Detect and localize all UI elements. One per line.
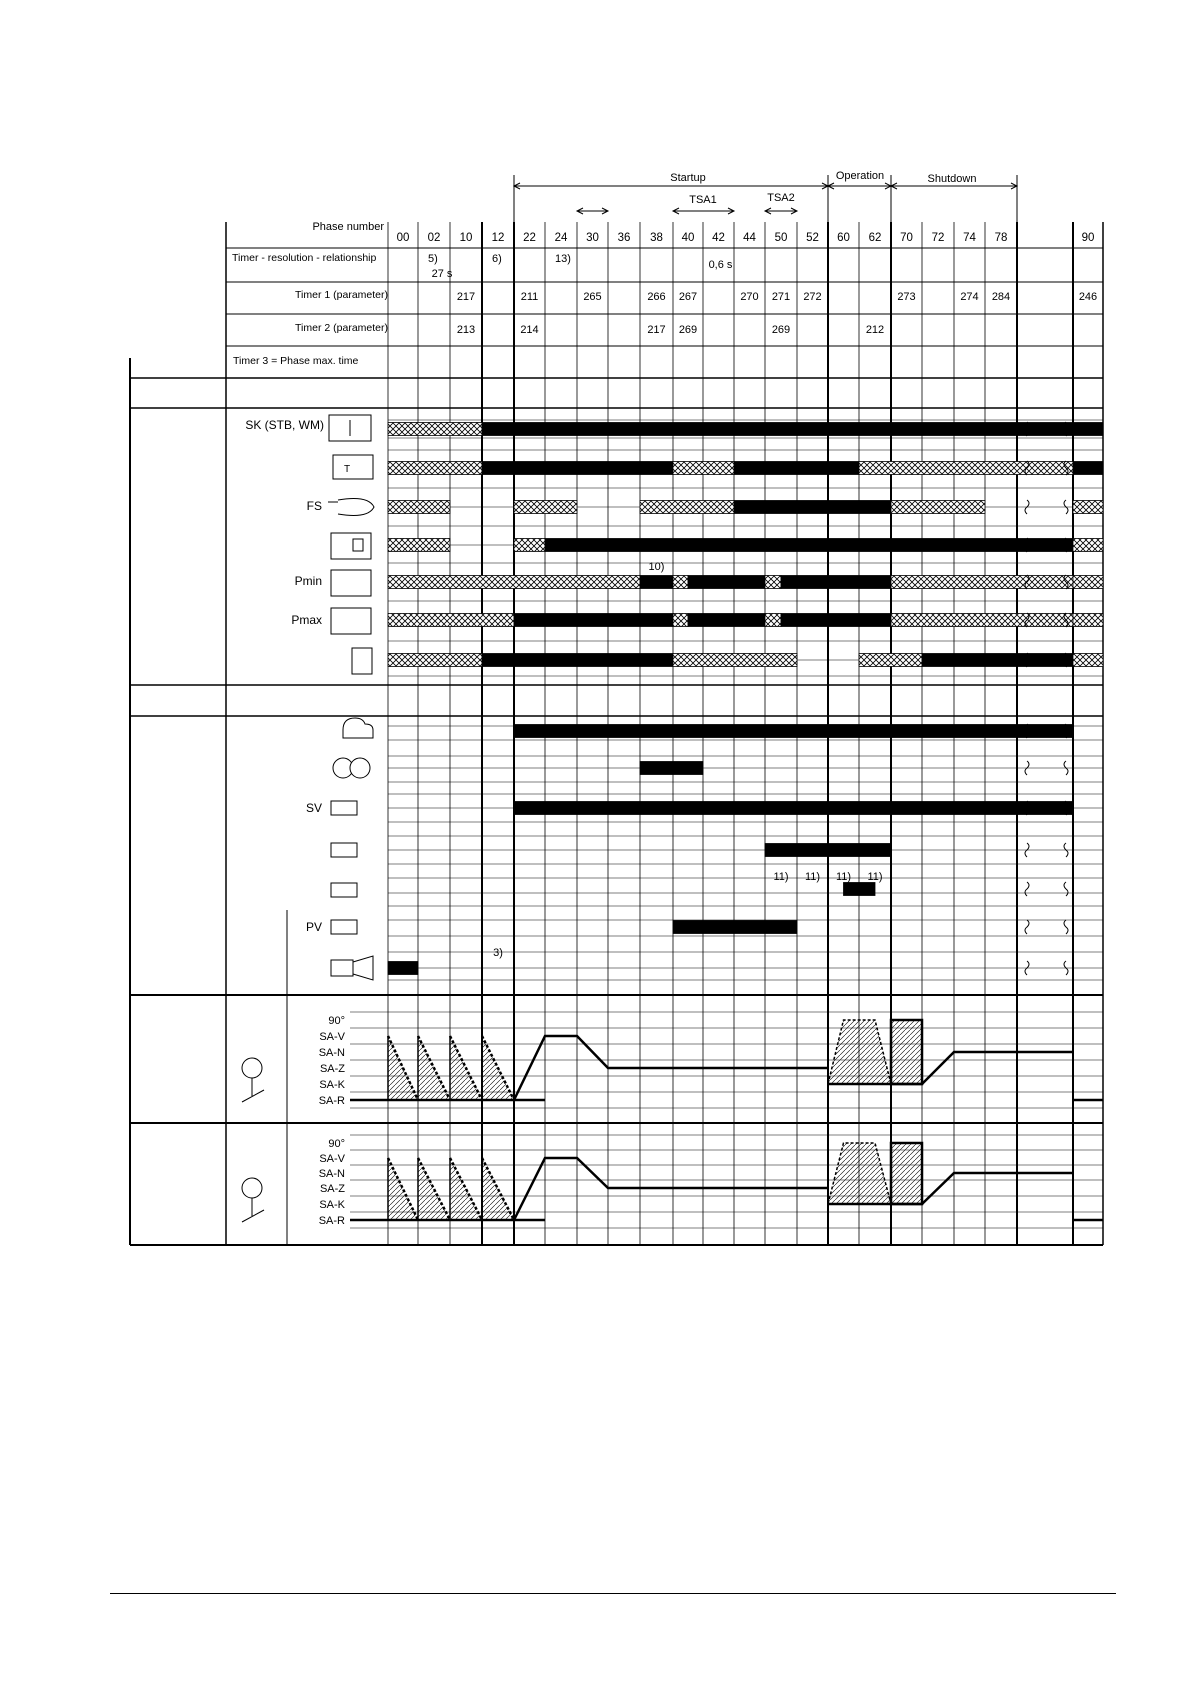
timer1-value: 267 — [678, 291, 698, 303]
signal-bar-permitted — [388, 462, 482, 475]
signal-bar-active — [688, 576, 765, 589]
signal-bar-permitted — [1073, 501, 1103, 514]
signal-bar-permitted — [388, 423, 482, 436]
signal-bar-permitted — [388, 654, 482, 667]
actuator-curve — [514, 1158, 828, 1220]
signal-bar-permitted — [640, 501, 734, 514]
timer1-value: 284 — [991, 291, 1011, 303]
section-startup: Startup — [670, 172, 706, 184]
timer2-value: 217 — [647, 324, 666, 336]
phase-number: 24 — [554, 232, 568, 244]
timer2-value: 212 — [865, 324, 885, 336]
air-switch-icon — [331, 533, 371, 559]
phase-number: 70 — [900, 232, 913, 244]
output-label-sv: SV — [305, 801, 322, 815]
header-row-label: Timer 2 (parameter) — [295, 322, 388, 334]
pmax-switch-icon — [331, 608, 371, 634]
phase-number: 30 — [586, 232, 599, 244]
section-tsa1: TSA1 — [689, 194, 717, 206]
signal-bar-permitted — [765, 614, 781, 627]
signal-bar-active — [734, 501, 891, 514]
valve-icon — [331, 843, 357, 857]
timer1-value: 217 — [456, 291, 476, 303]
actuator-icon — [242, 1058, 262, 1078]
footnote-marker: 11) — [835, 871, 852, 883]
signal-bar-permitted — [673, 614, 688, 627]
break-mark — [1025, 920, 1029, 934]
timer-res-value: 0,6 s — [708, 259, 733, 271]
signal-bar-active — [514, 725, 1073, 738]
actuator-operation-area — [828, 1143, 891, 1204]
phase-number: 72 — [931, 232, 945, 244]
limit-switch-icon — [352, 648, 372, 674]
phase-number: 12 — [491, 232, 505, 244]
actuator-level-label: SA-V — [319, 1031, 345, 1043]
break-mark — [1064, 920, 1068, 934]
signal-bar-active — [844, 883, 876, 896]
footnote-marker: 11) — [773, 871, 789, 883]
phase-number: 44 — [743, 232, 756, 244]
signal-bar-active — [640, 576, 673, 589]
signal-bar-permitted — [388, 614, 514, 627]
timer1-value: 274 — [960, 291, 979, 303]
signal-bar-permitted — [859, 462, 1073, 475]
actuator-operation-area — [891, 1143, 922, 1204]
horn-icon — [353, 956, 373, 980]
signal-bar-permitted — [388, 576, 640, 589]
actuator-level-label: 90° — [328, 1015, 345, 1027]
ignition-transformer-icon — [350, 758, 370, 778]
signal-bar-active — [388, 962, 418, 975]
signal-bar-active — [545, 539, 1073, 552]
actuator-level-label: SA-V — [319, 1153, 345, 1165]
phase-number: 10 — [459, 232, 473, 244]
air-switch-icon — [353, 539, 363, 551]
signal-bar-active — [640, 762, 703, 775]
signal-bar-active — [482, 654, 673, 667]
timer1-value: 270 — [740, 291, 759, 303]
actuator-operation-area — [828, 1020, 891, 1084]
header-row-label: Timer 3 = Phase max. time — [233, 355, 359, 367]
flame-sensor-icon — [328, 499, 374, 516]
actuator-level-label: SA-K — [319, 1199, 345, 1211]
fan-icon — [343, 718, 373, 738]
timer1-value: 265 — [583, 291, 602, 303]
signal-bar-permitted — [673, 576, 688, 589]
actuator-level-label: SA-Z — [319, 1183, 345, 1195]
timer-res-note: 13) — [555, 253, 571, 265]
signal-bar-active — [922, 654, 1073, 667]
phase-number: 62 — [868, 232, 882, 244]
signal-bar-permitted — [1073, 539, 1103, 552]
signal-bar-active — [514, 802, 1073, 815]
signal-bar-permitted — [891, 576, 1073, 589]
timer-res-note: 5) — [428, 253, 438, 265]
actuator-level-label: SA-Z — [319, 1063, 345, 1075]
section-tsa2: TSA2 — [767, 192, 795, 204]
footnote-marker: 10) — [648, 561, 665, 573]
pmin-switch-icon — [331, 570, 371, 596]
timer2-value: 269 — [771, 324, 791, 336]
phase-number: 50 — [774, 232, 788, 244]
timer1-value: 246 — [1078, 291, 1098, 303]
footnote-marker: 3) — [493, 947, 503, 959]
timer1-value: 273 — [897, 291, 916, 303]
signal-bar-active — [781, 614, 891, 627]
horn-icon — [331, 960, 353, 976]
actuator-icon — [242, 1178, 262, 1198]
signal-bar-permitted — [891, 501, 985, 514]
phase-number: 36 — [617, 232, 631, 244]
phase-number: 00 — [396, 232, 410, 244]
valve-sv-icon — [331, 801, 357, 815]
section-shutdown: Shutdown — [927, 173, 977, 185]
actuator-curve — [514, 1036, 828, 1100]
phase-number: 42 — [712, 232, 725, 244]
timer2-value: 213 — [456, 324, 476, 336]
timer1-value: 266 — [647, 291, 666, 303]
signal-bar-permitted — [859, 654, 922, 667]
phase-number: 38 — [650, 232, 663, 244]
footnote-marker: 11) — [804, 871, 821, 883]
timer2-value: 214 — [520, 324, 539, 336]
phase-number: 90 — [1081, 232, 1095, 244]
timer1-value: 272 — [803, 291, 822, 303]
signal-bar-active — [734, 462, 859, 475]
actuator-level-label: SA-K — [319, 1079, 345, 1091]
temp-switch-icon — [333, 455, 373, 479]
timer2-value: 269 — [678, 324, 698, 336]
actuator-level-label: SA-R — [318, 1095, 345, 1107]
signal-bar-active — [1073, 423, 1103, 436]
actuator-level-label: SA-N — [318, 1168, 345, 1180]
signal-bar-permitted — [1073, 614, 1103, 627]
footnote-marker: 11) — [867, 871, 883, 883]
signal-bar-permitted — [673, 462, 734, 475]
timer1-value: 211 — [520, 291, 539, 303]
signal-bar-permitted — [1073, 576, 1103, 589]
valve-icon — [331, 883, 357, 897]
phase-number: 74 — [963, 232, 976, 244]
footer-rule — [110, 1593, 1116, 1594]
signal-bar-permitted — [388, 501, 450, 514]
signal-bar-active — [1073, 462, 1103, 475]
phase-number: 22 — [523, 232, 536, 244]
signal-bar-permitted — [514, 501, 577, 514]
signal-bar-permitted — [1073, 654, 1103, 667]
actuator-level-label: SA-N — [318, 1047, 345, 1059]
temp-switch-icon: T — [343, 464, 351, 475]
signal-bar-active — [673, 921, 797, 934]
actuator-level-label: SA-R — [318, 1215, 345, 1227]
input-label-pmax: Pmax — [291, 613, 322, 627]
signal-bar-active — [482, 462, 673, 475]
input-label-fs: FS — [306, 499, 322, 513]
header-row-label: Timer 1 (parameter) — [295, 289, 388, 301]
signal-bar-active — [482, 423, 1073, 436]
section-operation: Operation — [835, 170, 885, 182]
input-label-sk: SK (STB, WM) — [245, 418, 324, 432]
phase-number: 60 — [837, 232, 850, 244]
phase-number: 02 — [427, 232, 441, 244]
signal-bar-active — [688, 614, 765, 627]
break-mark — [1064, 882, 1068, 896]
break-mark — [1025, 882, 1029, 896]
actuator-level-label: 90° — [328, 1138, 345, 1150]
actuator-icon — [242, 1210, 264, 1222]
header-row-label: Timer - resolution - relationship — [232, 252, 377, 264]
signal-bar-active — [765, 844, 891, 857]
signal-bar-permitted — [891, 614, 1073, 627]
actuator-icon — [242, 1090, 264, 1102]
timer1-value: 271 — [771, 291, 791, 303]
phase-number: 52 — [806, 232, 819, 244]
input-label-pmin: Pmin — [294, 574, 322, 588]
phase-number-label: Phase number — [312, 221, 384, 233]
signal-bar-permitted — [388, 539, 450, 552]
signal-bar-permitted — [673, 654, 797, 667]
timer-res-value: 27 s — [431, 268, 453, 280]
phase-number: 78 — [994, 232, 1008, 244]
valve-pv-icon — [331, 920, 357, 934]
signal-bar-active — [514, 614, 673, 627]
actuator-operation-area — [891, 1020, 922, 1084]
output-label-pv: PV — [305, 920, 322, 934]
signal-bar-active — [781, 576, 891, 589]
signal-bar-permitted — [514, 539, 545, 552]
signal-bar-permitted — [765, 576, 781, 589]
timer-res-note: 6) — [492, 253, 502, 265]
phase-number: 40 — [681, 232, 695, 244]
